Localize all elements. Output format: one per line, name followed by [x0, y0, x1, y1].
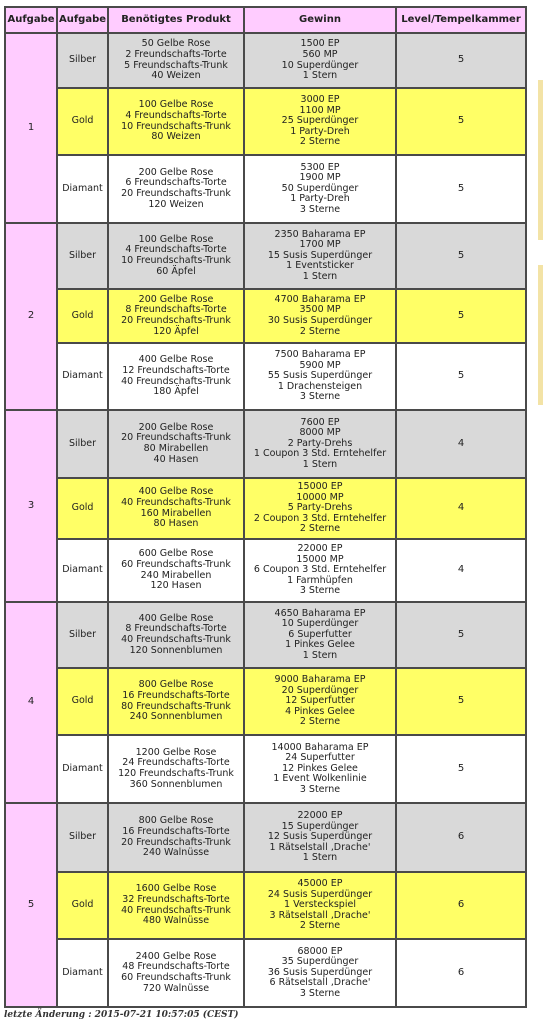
reward-line: 1 Party-Dreh [290, 193, 350, 205]
reward-line: 3 Sterne [299, 987, 341, 999]
reward-line: 1 Rätselstall ‚Drache' [269, 841, 371, 853]
product-line: 80 Freundschafts-Trunk [121, 700, 231, 712]
reward-line: 2 Sterne [299, 716, 341, 728]
level-value: 5 [396, 343, 526, 410]
product-line: 800 Gelbe Rose [138, 679, 214, 691]
reward-line: 1900 MP [299, 172, 341, 184]
required-products [108, 88, 244, 155]
product-line: 60 Äpfel [156, 265, 196, 277]
task-row [5, 478, 526, 539]
tier-label: Gold [57, 289, 108, 343]
product-line: 20 Freundschafts-Trunk [121, 315, 231, 326]
required-products [108, 602, 244, 668]
tier-label: Silber [57, 410, 108, 478]
reward-line: 12 Susis Superdünger [267, 831, 373, 843]
product-line: 48 Freundschafts-Torte [122, 961, 230, 973]
product-line: 10 Freundschafts-Trunk [121, 120, 231, 132]
reward-line: 55 Susis Superdünger [267, 370, 373, 382]
rewards [244, 343, 396, 410]
reward-line: 1 Stern [302, 649, 338, 661]
task-number: 2 [5, 223, 57, 410]
level-value: 5 [396, 289, 526, 343]
reward-line: 45000 EP [297, 878, 343, 890]
tier-label: Silber [57, 223, 108, 289]
reward-line: 22000 EP [297, 810, 343, 822]
reward-line: 3000 EP [300, 94, 340, 106]
reward-line: 2 Party-Drehs [287, 437, 353, 449]
product-line: 720 Walnüsse [142, 982, 210, 994]
reward-line: 3 Sterne [299, 585, 341, 597]
product-line: 5 Freundschafts-Trunk [124, 59, 228, 71]
reward-line: 22000 EP [297, 543, 343, 555]
task-row [5, 88, 526, 155]
required-products [108, 478, 244, 539]
task-row [5, 33, 526, 88]
reward-line: 2 Sterne [299, 523, 341, 535]
header-aufgabe-tier: Aufgabe [57, 7, 108, 33]
reward-line: 15 Superdünger [281, 820, 359, 832]
level-value: 5 [396, 735, 526, 803]
rewards [244, 33, 396, 88]
reward-line: 2 Coupon 3 Std. Erntehelfer [253, 512, 387, 524]
product-line: 8 Freundschafts-Torte [125, 623, 227, 635]
required-products [108, 33, 244, 88]
tier-label: Diamant [57, 939, 108, 1007]
product-line: 16 Freundschafts-Torte [122, 825, 230, 837]
reward-line: 36 Susis Superdünger [267, 966, 373, 978]
header-aufgabe-number: Aufgabe [5, 7, 57, 33]
tier-label: Diamant [57, 155, 108, 223]
rewards [244, 155, 396, 223]
product-line: 40 Freundschafts-Trunk [121, 496, 231, 508]
reward-line: 1 Coupon 3 Std. Erntehelfer [253, 448, 387, 460]
product-line: 4 Freundschafts-Torte [125, 109, 227, 121]
product-line: 2400 Gelbe Rose [135, 950, 217, 962]
reward-line: 12 Superfutter [285, 695, 355, 707]
required-products [108, 539, 244, 602]
product-line: 240 Walnüsse [142, 847, 210, 859]
product-line: 60 Freundschafts-Trunk [121, 558, 231, 570]
task-number: 3 [5, 410, 57, 602]
reward-line: 2 Sterne [299, 136, 341, 148]
required-products [108, 939, 244, 1007]
reward-line: 68000 EP [297, 945, 343, 957]
product-line: 40 Freundschafts-Trunk [121, 634, 231, 645]
reward-line: 1 Stern [302, 70, 338, 82]
reward-line: 1 Versteckspiel [284, 899, 356, 911]
reward-line: 7600 EP [300, 416, 340, 428]
sidebar-fragment-middle [538, 265, 543, 405]
task-row [5, 872, 526, 939]
product-line: 40 Weizen [151, 70, 201, 82]
product-line: 180 Äpfel [153, 386, 199, 398]
task-row [5, 539, 526, 602]
product-line: 240 Mirabellen [140, 569, 212, 581]
reward-line: 1 Stern [302, 270, 338, 282]
level-value: 5 [396, 668, 526, 735]
reward-line: 6 Superfutter [288, 628, 352, 640]
product-line: 40 Freundschafts-Trunk [121, 904, 231, 916]
level-value: 4 [396, 410, 526, 478]
product-line: 400 Gelbe Rose [138, 486, 214, 498]
reward-line: 6 Rätselstall ‚Drache' [269, 977, 371, 989]
rewards [244, 735, 396, 803]
product-line: 10 Freundschafts-Trunk [121, 255, 231, 266]
reward-line: 560 MP [302, 48, 338, 60]
required-products [108, 343, 244, 410]
product-line: 120 Äpfel [153, 325, 199, 337]
product-line: 6 Freundschafts-Torte [125, 177, 227, 189]
product-line: 20 Freundschafts-Trunk [121, 432, 231, 444]
reward-line: 4650 Baharama EP [274, 607, 366, 619]
rewards [244, 539, 396, 602]
level-value: 5 [396, 155, 526, 223]
tier-label: Gold [57, 478, 108, 539]
rewards [244, 872, 396, 939]
tier-label: Diamant [57, 539, 108, 602]
reward-line: 1500 EP [300, 38, 340, 50]
rewards [244, 88, 396, 155]
tier-label: Diamant [57, 343, 108, 410]
task-row [5, 410, 526, 478]
product-line: 1200 Gelbe Rose [135, 746, 217, 758]
product-line: 20 Freundschafts-Trunk [121, 836, 231, 848]
product-line: 16 Freundschafts-Torte [122, 689, 230, 701]
task-row [5, 343, 526, 410]
product-line: 120 Sonnenblumen [129, 644, 223, 656]
rewards [244, 668, 396, 735]
sidebar-fragment-top [538, 80, 543, 240]
reward-line: 2350 Baharama EP [274, 228, 366, 240]
level-value: 4 [396, 478, 526, 539]
reward-line: 5900 MP [299, 359, 341, 371]
reward-line: 10000 MP [296, 491, 344, 503]
task-number: 4 [5, 602, 57, 803]
reward-line: 3 Sterne [299, 203, 341, 215]
product-line: 400 Gelbe Rose [138, 612, 214, 624]
reward-line: 1700 MP [299, 239, 341, 251]
product-line: 100 Gelbe Rose [138, 233, 214, 245]
reward-line: 12 Pinkes Gelee [282, 762, 358, 774]
task-row [5, 803, 526, 872]
reward-line: 1 Drachensteigen [277, 380, 363, 392]
tier-label: Gold [57, 872, 108, 939]
reward-line: 24 Susis Superdünger [267, 888, 373, 900]
reward-line: 1 Pinkes Gelee [285, 639, 355, 651]
product-line: 40 Hasen [153, 453, 199, 465]
reward-line: 3500 MP [299, 304, 341, 316]
reward-line: 1 Farmhüpfen [287, 574, 353, 586]
reward-line: 20 Superdünger [281, 684, 359, 696]
task-row [5, 289, 526, 343]
reward-line: 3 Sterne [299, 391, 341, 403]
quest-table [4, 6, 527, 1008]
product-line: 200 Gelbe Rose [138, 421, 214, 433]
product-line: 20 Freundschafts-Trunk [121, 188, 231, 199]
reward-line: 6 Coupon 3 Std. Erntehelfer [253, 564, 387, 576]
product-line: 160 Mirabellen [140, 507, 212, 519]
product-line: 4 Freundschafts-Torte [125, 244, 227, 256]
task-number: 1 [5, 33, 57, 223]
product-line: 40 Freundschafts-Trunk [121, 375, 231, 387]
product-line: 80 Mirabellen [143, 443, 209, 454]
reward-line: 15 Susis Superdünger [267, 249, 373, 261]
product-line: 100 Gelbe Rose [138, 99, 214, 111]
reward-line: 5300 EP [300, 161, 340, 173]
tier-label: Silber [57, 33, 108, 88]
reward-line: 15000 EP [297, 481, 343, 493]
task-number: 5 [5, 803, 57, 1007]
product-line: 80 Weizen [151, 131, 201, 143]
product-line: 24 Freundschafts-Torte [122, 757, 230, 769]
task-row [5, 735, 526, 803]
reward-line: 3 Rätselstall ‚Drache' [269, 909, 371, 921]
reward-line: 1 Event Wolkenlinie [273, 773, 367, 785]
reward-line: 1100 MP [299, 104, 341, 116]
reward-line: 50 Superdünger [281, 182, 359, 194]
reward-line: 1 Stern [302, 852, 338, 864]
rewards [244, 939, 396, 1007]
task-row [5, 602, 526, 668]
required-products [108, 223, 244, 289]
reward-line: 7500 Baharama EP [274, 349, 366, 361]
rewards [244, 223, 396, 289]
product-line: 800 Gelbe Rose [138, 815, 214, 827]
header-reward: Gewinn [244, 7, 396, 33]
tier-label: Gold [57, 88, 108, 155]
product-line: 200 Gelbe Rose [138, 293, 214, 305]
rewards [244, 602, 396, 668]
header-level: Level/Tempelkammer [396, 7, 526, 33]
product-line: 240 Sonnenblumen [129, 711, 223, 723]
level-value: 5 [396, 223, 526, 289]
level-value: 5 [396, 88, 526, 155]
rewards [244, 289, 396, 343]
reward-line: 35 Superdünger [281, 956, 359, 968]
task-row [5, 668, 526, 735]
product-line: 480 Walnüsse [142, 915, 210, 927]
reward-line: 24 Superfutter [285, 752, 355, 764]
task-row [5, 939, 526, 1007]
rewards [244, 410, 396, 478]
reward-line: 30 Susis Superdünger [267, 315, 373, 326]
product-line: 80 Hasen [153, 518, 199, 530]
product-line: 200 Gelbe Rose [138, 166, 214, 178]
reward-line: 10 Superdünger [281, 618, 359, 630]
required-products [108, 803, 244, 872]
product-line: 400 Gelbe Rose [138, 354, 214, 366]
level-value: 6 [396, 872, 526, 939]
reward-line: 5 Party-Drehs [287, 502, 353, 514]
product-line: 60 Freundschafts-Trunk [121, 972, 231, 983]
tier-label: Gold [57, 668, 108, 735]
product-line: 120 Hasen [150, 580, 202, 592]
header-row [5, 7, 526, 33]
reward-line: 4700 Baharama EP [274, 293, 366, 305]
product-line: 1600 Gelbe Rose [135, 883, 217, 895]
required-products [108, 410, 244, 478]
product-line: 600 Gelbe Rose [138, 548, 214, 560]
product-line: 2 Freundschafts-Torte [125, 48, 227, 60]
reward-line: 3 Sterne [299, 783, 341, 795]
reward-line: 10 Superdünger [281, 59, 359, 71]
product-line: 8 Freundschafts-Torte [125, 304, 227, 316]
level-value: 6 [396, 939, 526, 1007]
required-products [108, 289, 244, 343]
reward-line: 1 Eventsticker [286, 260, 354, 272]
tier-label: Silber [57, 602, 108, 668]
product-line: 120 Weizen [148, 198, 204, 210]
product-line: 50 Gelbe Rose [141, 38, 211, 50]
product-line: 120 Freundschafts-Trunk [118, 768, 234, 779]
product-line: 32 Freundschafts-Torte [122, 893, 230, 905]
reward-line: 1 Stern [302, 458, 338, 470]
reward-line: 8000 MP [299, 427, 341, 439]
product-line: 12 Freundschafts-Torte [122, 364, 230, 376]
level-value: 6 [396, 803, 526, 872]
level-value: 4 [396, 539, 526, 602]
reward-line: 15000 MP [296, 553, 344, 565]
reward-line: 4 Pinkes Gelee [285, 705, 355, 717]
product-line: 360 Sonnenblumen [129, 778, 223, 790]
required-products [108, 872, 244, 939]
task-row [5, 155, 526, 223]
reward-line: 2 Sterne [299, 325, 341, 337]
level-value: 5 [396, 602, 526, 668]
tier-label: Silber [57, 803, 108, 872]
rewards [244, 803, 396, 872]
reward-line: 25 Superdünger [281, 115, 359, 127]
last-modified-footer: letzte Änderung : 2015-07-21 10:57:05 (CEST) [4, 1010, 239, 1020]
required-products [108, 668, 244, 735]
reward-line: 9000 Baharama EP [274, 674, 366, 686]
reward-line: 1 Party-Dreh [290, 125, 350, 137]
level-value: 5 [396, 33, 526, 88]
required-products [108, 155, 244, 223]
tier-label: Diamant [57, 735, 108, 803]
reward-line: 2 Sterne [299, 920, 341, 932]
required-products [108, 735, 244, 803]
header-required-product: Benötigtes Produkt [108, 7, 244, 33]
task-row [5, 223, 526, 289]
reward-line: 14000 Baharama EP [271, 741, 369, 753]
rewards [244, 478, 396, 539]
